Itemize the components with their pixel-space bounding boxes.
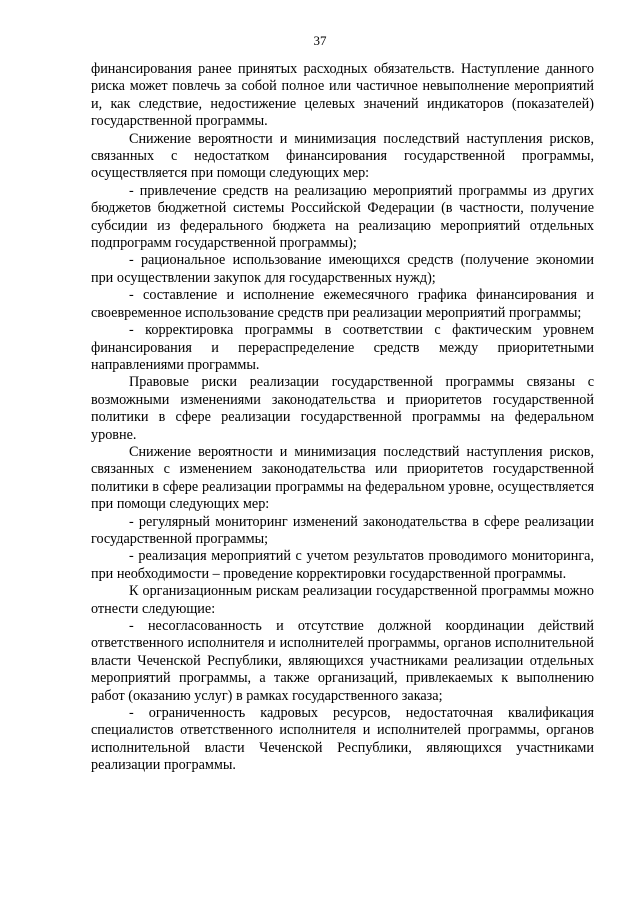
page-number: 37 [313,33,327,48]
paragraph: Правовые риски реализации государственной программы связаны с возможными изменениями законодательства и приоритетов государственной политики в сфере реализации государственной программы на федеральном уровне. [91,374,594,443]
paragraph: К организационным рискам реализации государственной программы можно отнести следующие: [91,583,594,617]
list-item: - привлечение средств на реализацию мероприятий программы из других бюджетов бюджетной системы Российской Федерации (в частности, получение субсидии из федерального бюджета на реализацию мероприятий отдельных подпрограмм государственной программы); [91,182,594,252]
list-item: - несогласованность и отсутствие должной координации действий ответственного исполнителя и исполнителей программы, органов исполнительной власти Чеченской Республики, являющихся участниками реализации отдельных мероприятий программы, а также организаций, привлекаемых к выполнению работ (оказанию услуг) в рамках государственного заказа; [91,618,594,704]
list-item: - ограниченность кадровых ресурсов, недостаточная квалификация специалистов ответственного исполнителя и исполнителей программы, органов исполнительной власти Чеченской Республики, являющихся участниками реализации программы. [91,705,594,774]
list-item: - рациональное использование имеющихся средств (получение экономии при осуществлении закупок для государственных нужд); [91,252,594,286]
document-body [91,61,594,775]
list-item: - регулярный мониторинг изменений законодательства в сфере реализации государственной программы; [91,513,594,547]
list-item: - реализация мероприятий с учетом результатов проводимого мониторинга, при необходимости – проведение корректировки государственной программы. [91,548,594,582]
paragraph: Снижение вероятности и минимизация последствий наступления рисков, связанных с недостатком финансирования государственной программы, осуществляется при помощи следующих мер: [91,130,594,182]
paragraph: Снижение вероятности и минимизация последствий наступления рисков, связанных с изменением законодательства или приоритетов государственной политики в сфере реализации программы на федеральном уровне, осуществляется при помощи следующих мер: [91,443,594,513]
list-item: - составление и исполнение ежемесячного графика финансирования и своевременное использование средств при реализации мероприятий программы; [91,287,594,321]
paragraph: финансирования ранее принятых расходных обязательств. Наступление данного риска может повлечь за собой полное или частичное невыполнение мероприятий и, как следствие, недостижение целевых значений индикаторов (показателей) государственной программы. [91,61,594,130]
list-item: - корректировка программы в соответствии с фактическим уровнем финансирования и перераспределение средств между приоритетными направлениями программы. [91,322,594,373]
